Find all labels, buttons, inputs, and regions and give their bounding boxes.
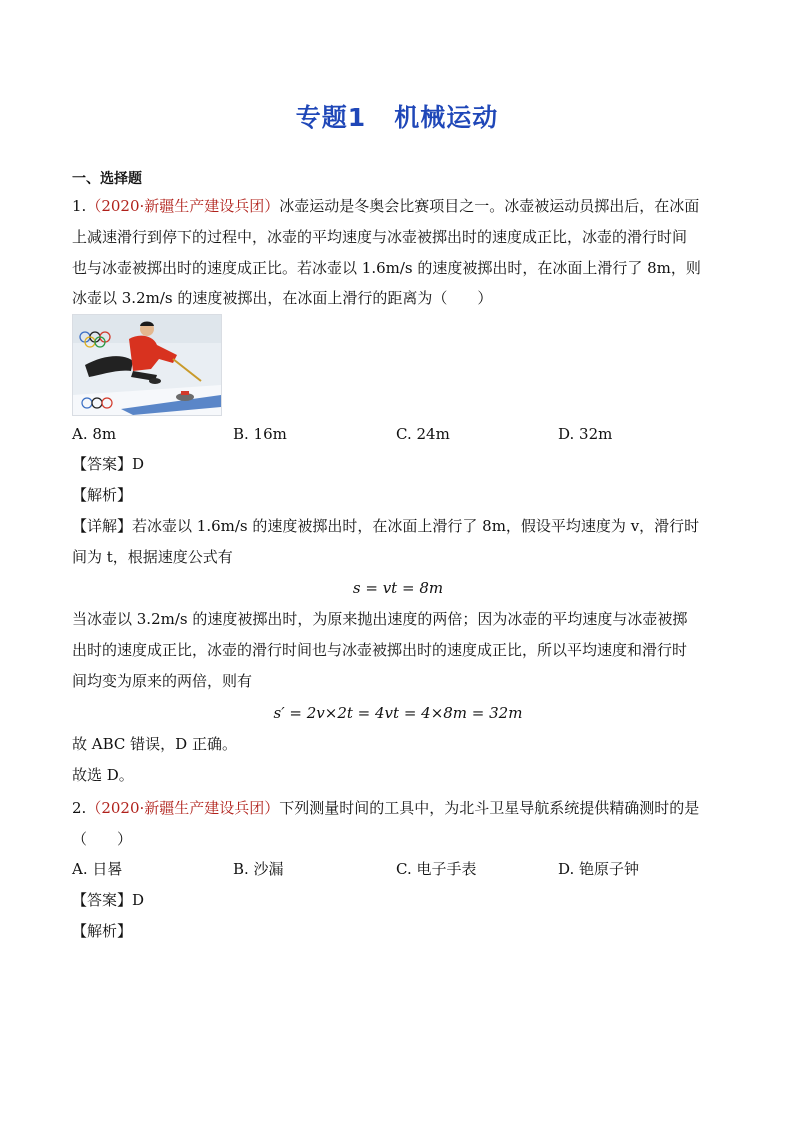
curling-player-image [73, 315, 221, 415]
q1-source: （2020·新疆生产建设兵团） [86, 197, 280, 215]
q1-option-b[interactable]: B. 16m [233, 425, 287, 443]
q2-option-a[interactable]: A. 日晷 [72, 860, 123, 878]
curling-photo [72, 314, 222, 416]
q1-line-4: 冰壶以 3.2m/s 的速度被掷出，在冰面上滑行的距离为（ ） [72, 289, 493, 307]
q1-explain-line-3: 间均变为原来的两倍，则有 [72, 672, 253, 690]
q1-detail-line-2: 间为 t，根据速度公式有 [72, 548, 233, 566]
q2-option-d[interactable]: D. 铯原子钟 [558, 860, 640, 878]
q1-line-2: 上减速滑行到停下的过程中，冰壶的平均速度与冰壶被掷出时的速度成正比，冰壶的滑行时间 [72, 228, 688, 246]
title-part-2: 机械运动 [394, 103, 499, 132]
q2-source: （2020·新疆生产建设兵团） [86, 799, 280, 817]
page-title [0, 98, 794, 134]
q1-conclusion-1: 故 ABC 错误，D 正确。 [72, 735, 237, 753]
q1-option-c[interactable]: C. 24m [396, 425, 450, 443]
q1-answer-label: 【答案】 [72, 455, 133, 473]
q1-answer [72, 454, 724, 474]
q2-answer-value: D [132, 891, 145, 909]
q1-line-1 [72, 196, 724, 216]
q1-analysis-label: 【解析】 [72, 486, 133, 504]
q1-answer-value: D [132, 455, 145, 473]
q1-option-a[interactable]: A. 8m [72, 425, 117, 443]
q1-line-3: 也与冰壶被掷出时的速度成正比。若冰壶以 1.6m/s 的速度被掷出时，在冰面上滑行了 8m，则 [72, 259, 701, 277]
q1-number: 1. [72, 197, 87, 215]
q1-formula-1: s = vt = 8m [352, 579, 444, 597]
q2-answer [72, 890, 724, 910]
q1-detail-text-1: 若冰壶以 1.6m/s 的速度被掷出时，在冰面上滑行了 8m，假设平均速度为 v，滑行时 [132, 517, 700, 535]
q2-option-b[interactable]: B. 沙漏 [233, 860, 284, 878]
q1-explain-line-1: 当冰壶以 3.2m/s 的速度被掷出时，为原来抛出速度的两倍；因为冰壶的平均速度与冰壶被掷 [72, 610, 688, 628]
q1-formula-2: s′ = 2v×2t = 4vt = 4×8m = 32m [273, 704, 523, 722]
section-heading: 一、选择题 [72, 171, 142, 187]
q2-line-1 [72, 798, 724, 818]
q2-analysis-label: 【解析】 [72, 922, 133, 940]
q1-option-d[interactable]: D. 32m [558, 425, 613, 443]
q2-text-1: 下列测量时间的工具中，为北斗卫星导航系统提供精确测时的是 [279, 799, 700, 817]
q1-text-1: 冰壶运动是冬奥会比赛项目之一。冰壶被运动员掷出后，在冰面 [279, 197, 700, 215]
title-part-1: 专题1 [295, 103, 367, 132]
q1-detail-label: 【详解】 [72, 517, 133, 535]
q2-line-2: （ ） [72, 830, 133, 848]
q2-number: 2. [72, 799, 87, 817]
q1-explain-line-2: 出时的速度成正比，冰壶的滑行时间也与冰壶被掷出时的速度成正比，所以平均速度和滑行时 [72, 641, 688, 659]
q2-answer-label: 【答案】 [72, 891, 133, 909]
q2-option-c[interactable]: C. 电子手表 [396, 860, 477, 878]
q1-conclusion-2: 故选 D。 [72, 766, 134, 784]
q1-detail-line-1 [72, 516, 724, 536]
